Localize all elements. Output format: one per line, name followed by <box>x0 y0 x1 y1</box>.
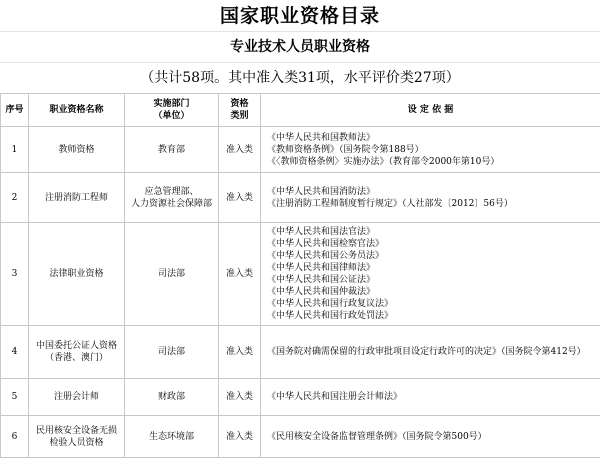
header-basis: 设 定 依 据 <box>261 94 600 127</box>
legal-basis-line: 《中华人民共和国行政处罚法》 <box>267 310 597 322</box>
qualification-name-line: （香港、澳门） <box>32 352 121 364</box>
qualification-name-line: 检验人员资格 <box>32 437 121 449</box>
table-row <box>1 223 600 326</box>
legal-basis-line: 《中华人民共和国行政复议法》 <box>267 298 597 310</box>
cell-legal-basis <box>261 127 600 173</box>
qualification-name-line: 教师资格 <box>32 144 121 156</box>
header-seq: 序号 <box>1 94 29 127</box>
cell-qualification-name <box>29 326 125 379</box>
cell-category: 准入类 <box>219 416 261 458</box>
legal-basis-line: 《〈教师资格条例〉实施办法》（教育部令2000年第10号） <box>267 156 597 168</box>
legal-basis-line: 《中华人民共和国消防法》 <box>267 186 597 198</box>
qualification-name-line: 中国委托公证人资格 <box>32 340 121 352</box>
cell-department <box>125 379 219 416</box>
cell-department <box>125 416 219 458</box>
legal-basis-line: 《中华人民共和国法官法》 <box>267 226 597 238</box>
header-type-line1: 资格 <box>222 98 257 110</box>
department-line: 人力资源社会保障部 <box>128 198 215 210</box>
legal-basis-line: 《中华人民共和国检察官法》 <box>267 238 597 250</box>
legal-basis-line: 《教师资格条例》（国务院令第188号） <box>267 144 597 156</box>
cell-qualification-name <box>29 173 125 223</box>
gridline <box>0 31 600 32</box>
summary-text: （共计58项。其中准入类31项，水平评价类27项） <box>0 64 600 92</box>
table-header-row <box>1 94 600 127</box>
cell-category: 准入类 <box>219 379 261 416</box>
header-dept-line1: 实施部门 <box>128 98 215 110</box>
cell-seq: 5 <box>1 379 29 416</box>
cell-seq: 6 <box>1 416 29 458</box>
cell-department <box>125 326 219 379</box>
table-row <box>1 416 600 458</box>
department-line: 司法部 <box>128 268 215 280</box>
page-subtitle: 专业技术人员职业资格 <box>0 33 600 61</box>
legal-basis-line: 《注册消防工程师制度暂行规定》（人社部发〔2012〕56号） <box>267 198 597 210</box>
table-row <box>1 326 600 379</box>
cell-category: 准入类 <box>219 173 261 223</box>
cell-category: 准入类 <box>219 127 261 173</box>
cell-legal-basis <box>261 173 600 223</box>
header-type-line2: 类别 <box>222 110 257 122</box>
qualification-name-line: 注册会计师 <box>32 391 121 403</box>
header-dept-line2: （单位） <box>128 110 215 122</box>
cell-department <box>125 173 219 223</box>
gridline <box>0 62 600 63</box>
legal-basis-line: 《国务院对确需保留的行政审批项目设定行政许可的决定》（国务院令第412号） <box>267 346 597 358</box>
table-row <box>1 173 600 223</box>
legal-basis-line: 《中华人民共和国注册会计师法》 <box>267 391 597 403</box>
cell-category: 准入类 <box>219 326 261 379</box>
cell-qualification-name <box>29 223 125 326</box>
cell-department <box>125 223 219 326</box>
qualification-name-line: 民用核安全设备无损 <box>32 425 121 437</box>
cell-legal-basis <box>261 223 600 326</box>
table-row <box>1 127 600 173</box>
qualification-name-line: 注册消防工程师 <box>32 192 121 204</box>
cell-department <box>125 127 219 173</box>
cell-legal-basis <box>261 416 600 458</box>
header-name: 职业资格名称 <box>29 94 125 127</box>
cell-seq: 4 <box>1 326 29 379</box>
department-line: 司法部 <box>128 346 215 358</box>
legal-basis-line: 《中华人民共和国仲裁法》 <box>267 286 597 298</box>
department-line: 财政部 <box>128 391 215 403</box>
cell-legal-basis <box>261 379 600 416</box>
department-line: 教育部 <box>128 144 215 156</box>
page-title: 国家职业资格目录 <box>0 2 600 30</box>
cell-category: 准入类 <box>219 223 261 326</box>
qualification-name-line: 法律职业资格 <box>32 268 121 280</box>
cell-seq: 2 <box>1 173 29 223</box>
legal-basis-line: 《中华人民共和国公证法》 <box>267 274 597 286</box>
cell-seq: 3 <box>1 223 29 326</box>
header-type <box>219 94 261 127</box>
cell-seq: 1 <box>1 127 29 173</box>
legal-basis-line: 《中华人民共和国公务员法》 <box>267 250 597 262</box>
legal-basis-line: 《中华人民共和国教师法》 <box>267 132 597 144</box>
header-dept <box>125 94 219 127</box>
cell-qualification-name <box>29 416 125 458</box>
department-line: 应急管理部、 <box>128 186 215 198</box>
legal-basis-line: 《中华人民共和国律师法》 <box>267 262 597 274</box>
qualification-table <box>0 93 600 458</box>
cell-qualification-name <box>29 379 125 416</box>
table-row <box>1 379 600 416</box>
cell-qualification-name <box>29 127 125 173</box>
cell-legal-basis <box>261 326 600 379</box>
legal-basis-line: 《民用核安全设备监督管理条例》（国务院令第500号） <box>267 431 597 443</box>
department-line: 生态环境部 <box>128 431 215 443</box>
